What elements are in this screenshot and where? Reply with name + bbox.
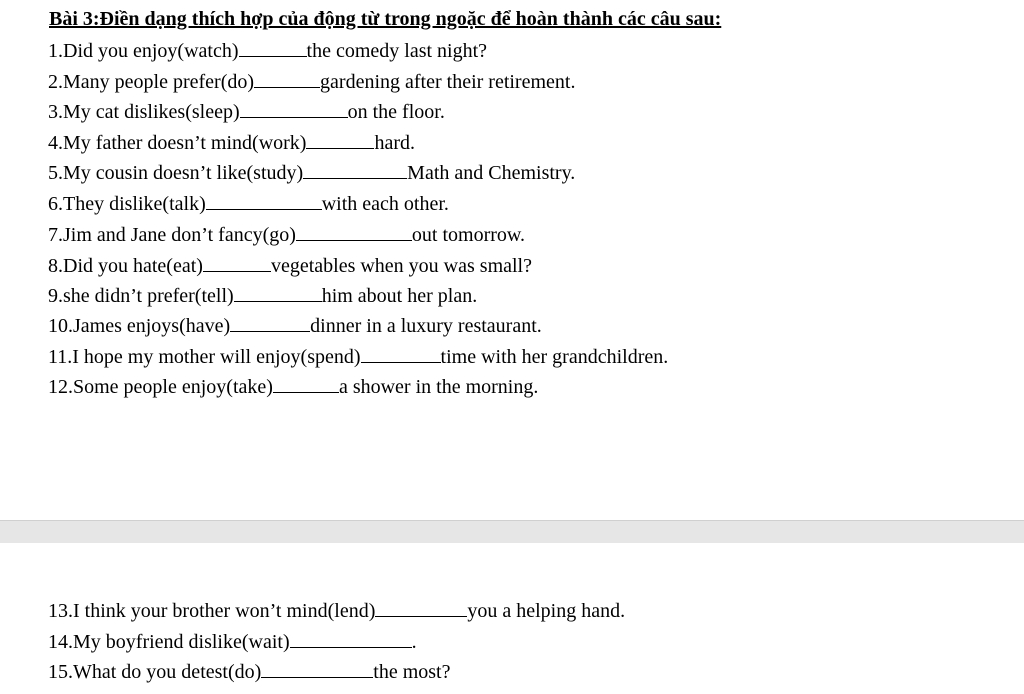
exercise-item-7: [48, 222, 525, 247]
exercise-item-11: [48, 344, 668, 369]
item-text-after: hard.: [374, 132, 416, 154]
answer-blank[interactable]: [239, 38, 307, 57]
item-text-before: 9.she didn’t prefer(tell): [48, 285, 234, 307]
exercise-item-2: [48, 69, 575, 94]
item-text-after: vegetables when you was small?: [270, 255, 532, 277]
exercise-item-8: [48, 253, 532, 278]
exercise-item-14: [48, 629, 417, 654]
item-text-before: 2.Many people prefer(do): [48, 71, 255, 93]
exercise-item-15: [48, 659, 451, 684]
item-text-before: 3.My cat dislikes(sleep): [48, 101, 240, 123]
answer-blank[interactable]: [203, 253, 271, 272]
exercise-item-6: [48, 191, 449, 216]
answer-blank[interactable]: [240, 99, 348, 118]
item-text-before: 4.My father doesn’t mind(work): [48, 132, 307, 154]
exercise-item-13: [48, 598, 625, 623]
answer-blank[interactable]: [234, 283, 322, 302]
item-text-before: 8.Did you hate(eat): [48, 255, 203, 277]
item-text-before: 11.I hope my mother will enjoy(spend): [48, 346, 361, 368]
item-text-after: you a helping hand.: [467, 600, 626, 622]
item-text-before: 6.They dislike(talk): [48, 193, 206, 215]
item-text-after: the most?: [373, 661, 451, 683]
answer-blank[interactable]: [273, 374, 339, 393]
exercise-item-9: [48, 283, 477, 308]
item-text-after: .: [411, 631, 417, 653]
answer-blank[interactable]: [303, 160, 407, 179]
item-text-after: out tomorrow.: [411, 224, 526, 246]
item-text-after: time with her grandchildren.: [440, 346, 669, 368]
answer-blank[interactable]: [290, 629, 412, 648]
item-text-before: 5.My cousin doesn’t like(study): [48, 162, 304, 184]
exercise-title: Bài 3:Điền dạng thích hợp của động từ trong ngoặc để hoàn thành các câu sau:: [49, 8, 722, 30]
exercise-item-10: [48, 313, 542, 338]
answer-blank[interactable]: [296, 222, 412, 241]
answer-blank[interactable]: [254, 69, 320, 88]
answer-blank[interactable]: [261, 659, 373, 678]
answer-blank[interactable]: [375, 598, 467, 617]
item-text-after: Math and Chemistry.: [407, 162, 576, 184]
item-text-after: a shower in the morning.: [338, 376, 539, 398]
item-text-after: the comedy last night?: [306, 40, 488, 62]
item-text-before: 13.I think your brother won’t mind(lend): [48, 600, 376, 622]
item-text-before: 7.Jim and Jane don’t fancy(go): [48, 224, 296, 246]
item-text-after: gardening after their retirement.: [320, 71, 576, 93]
answer-blank[interactable]: [206, 191, 322, 210]
answer-blank[interactable]: [230, 313, 310, 332]
answer-blank[interactable]: [306, 130, 374, 149]
item-text-after: dinner in a luxury restaurant.: [310, 315, 542, 337]
worksheet-page-bottom: [0, 543, 1024, 694]
item-text-after: with each other.: [321, 193, 449, 215]
item-text-before: 14.My boyfriend dislike(wait): [48, 631, 290, 653]
item-text-before: 12.Some people enjoy(take): [48, 376, 273, 398]
exercise-item-5: [48, 160, 575, 185]
item-text-before: 1.Did you enjoy(watch): [48, 40, 239, 62]
exercise-item-12: [48, 374, 538, 399]
exercise-item-3: [48, 99, 445, 124]
item-text-after: him about her plan.: [321, 285, 478, 307]
page-separator: [0, 520, 1024, 544]
item-text-after: on the floor.: [347, 101, 445, 123]
exercise-item-4: [48, 130, 415, 155]
answer-blank[interactable]: [361, 344, 441, 363]
exercise-item-1: [48, 38, 487, 63]
item-text-before: 15.What do you detest(do): [48, 661, 262, 683]
item-text-before: 10.James enjoys(have): [48, 315, 231, 337]
